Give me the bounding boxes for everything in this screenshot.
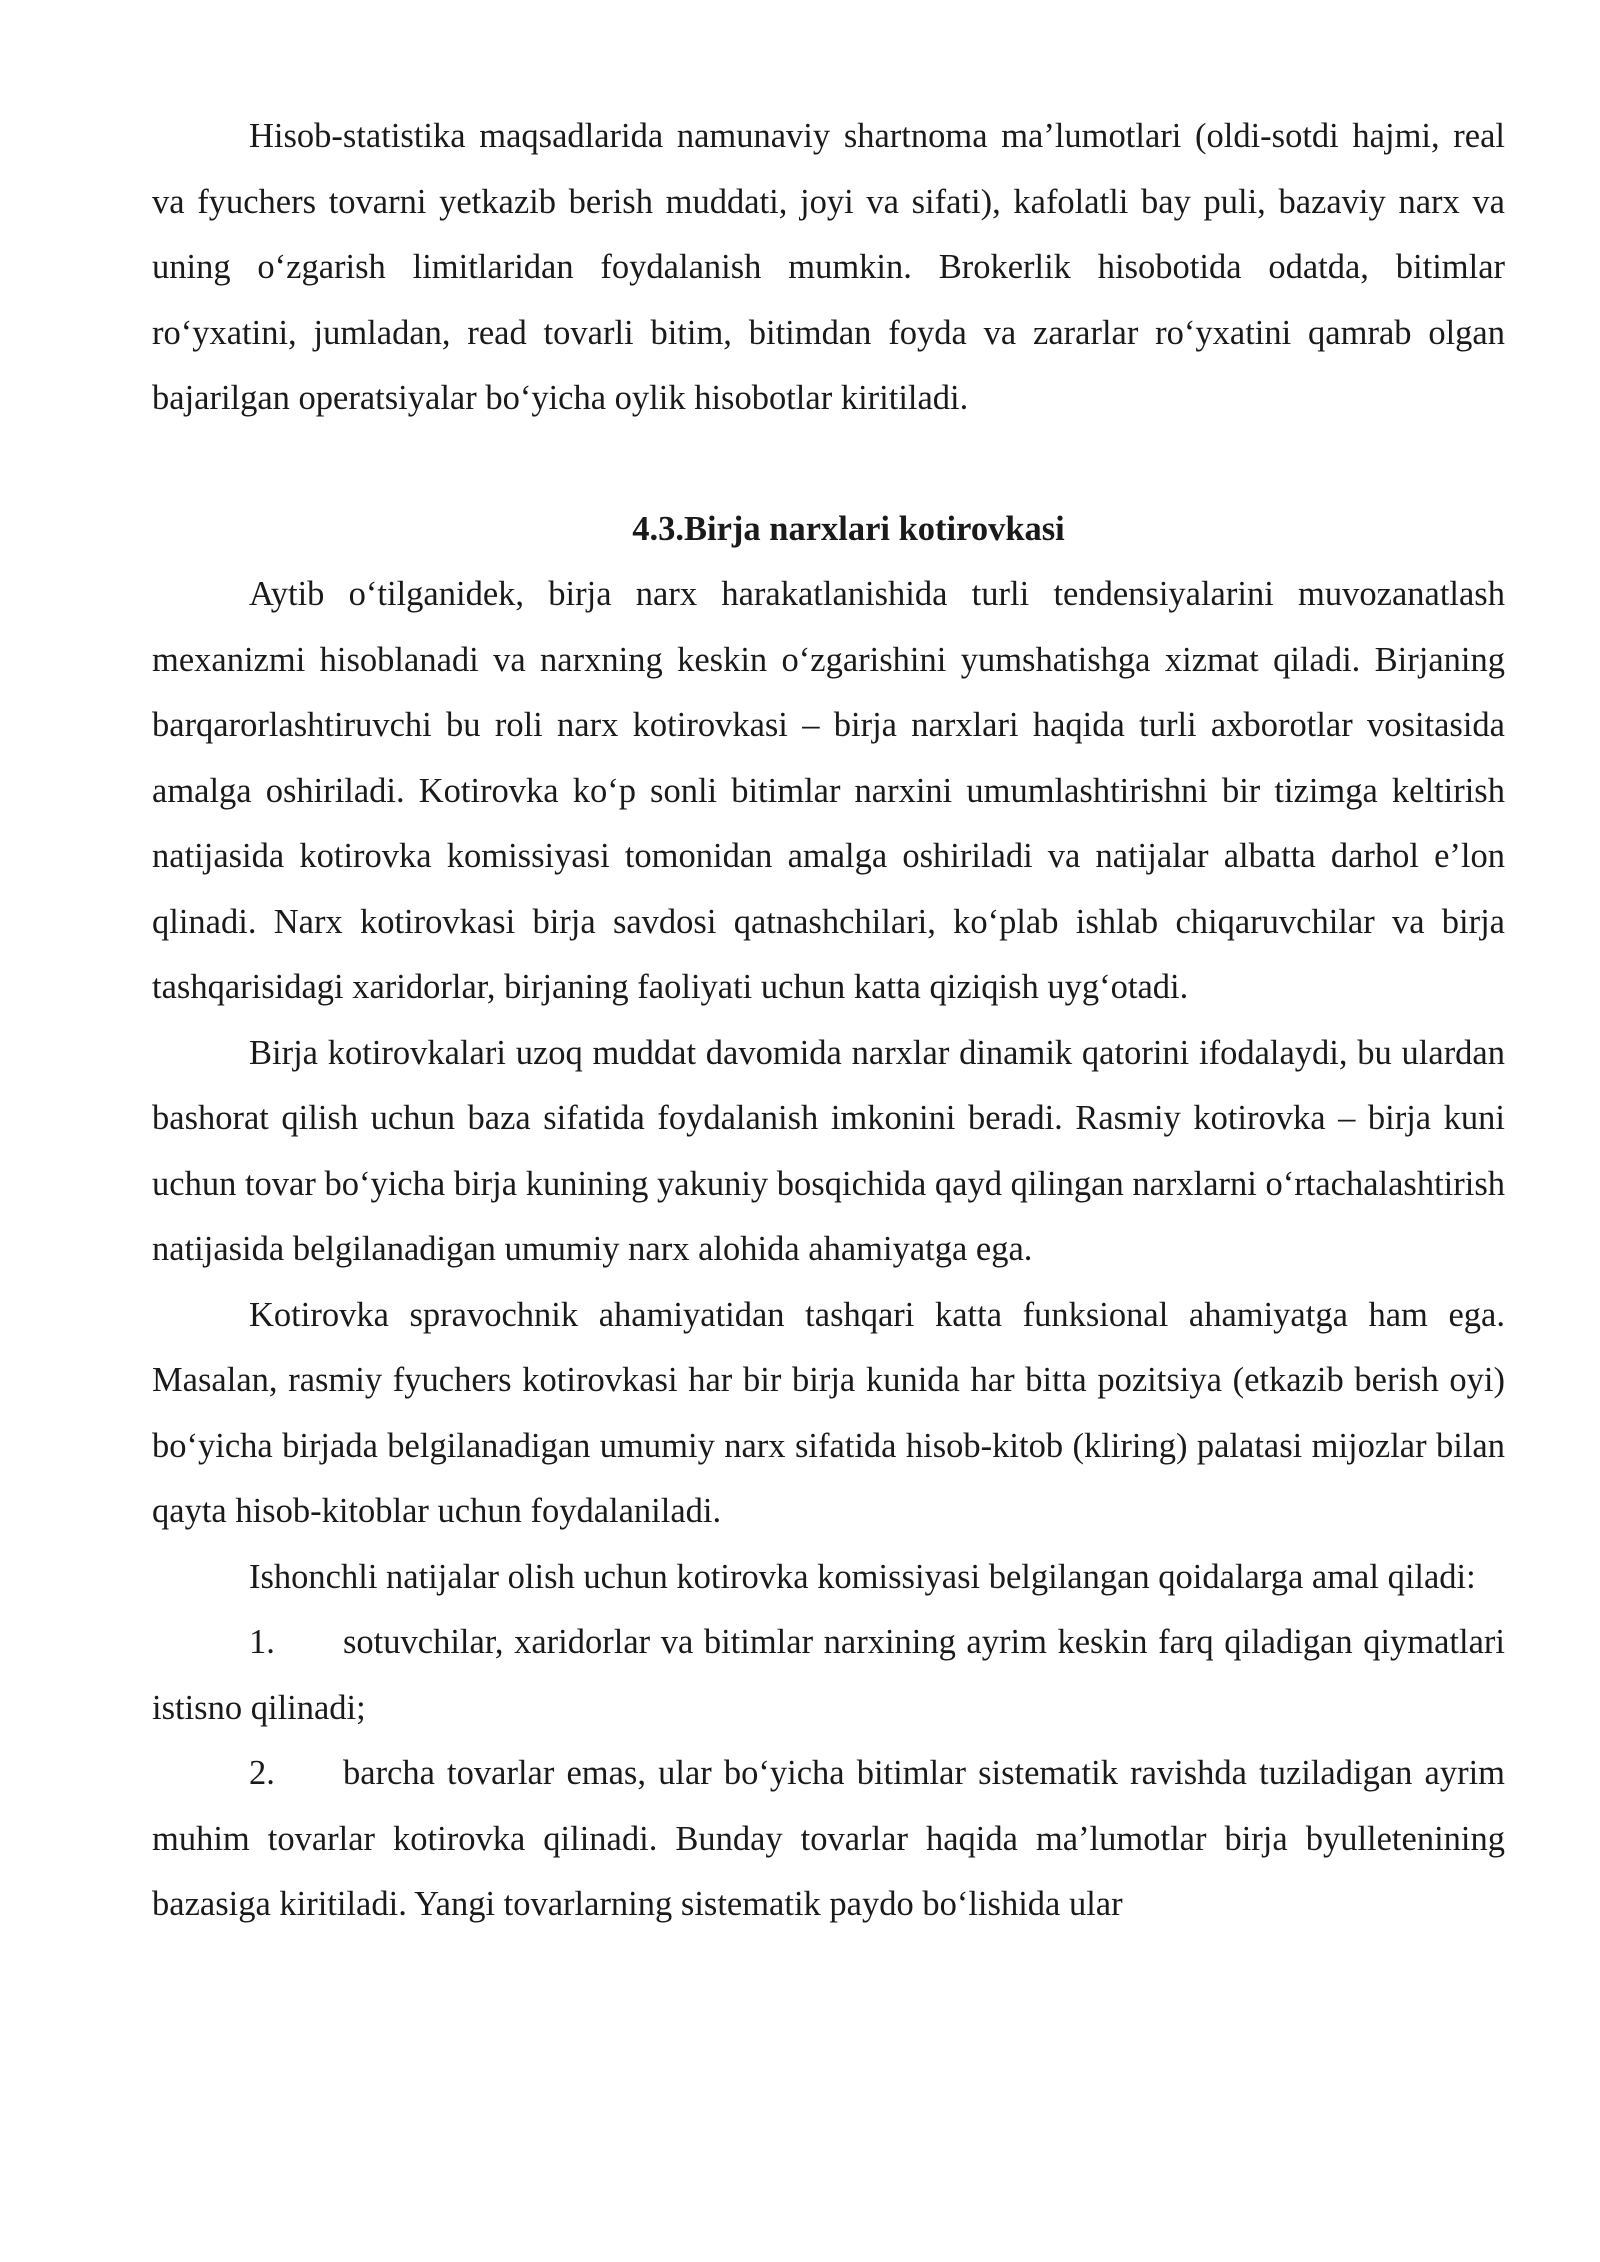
section-heading: 4.3.Birja narxlari kotirovkasi <box>632 509 1065 548</box>
list-number-1: 1. <box>249 1623 275 1661</box>
list-number-2: 2. <box>249 1754 275 1792</box>
list-text-1: sotuvchilar, xaridorlar va bitimlar narxining ayrim keskin farq qiladigan qiymatlari istisno qilinadi; <box>152 1623 1505 1727</box>
paragraph-5: Ishonchli natijalar olish uchun kotirovka komissiyasi belgilangan qoidalarga amal qiladi: <box>249 1557 1476 1596</box>
paragraph-3: Birja kotirovkalari uzoq muddat davomida narxlar dinamik qatorini ifodalaydi, bu ulardan bashorat qilish uchun baza sifatida foydalanish imkonini beradi. Rasmiy kotirovka – birja kuni uchun tovar bo‘yicha birja kunining yakuniy bosqichida qayd qilingan narxlarni o‘rtachalashtirish natijasida belgilanadigan umumiy narx alohida ahamiyatga ega. <box>152 1033 1505 1268</box>
paragraph-1: Hisob-statistika maqsadlarida namunaviy shartnoma ma’lumotlari (oldi-sotdi hajmi, real va fyuchers tovarni yetkazib berish muddati, joyi va sifati), kafolatli bay puli, bazaviy narx va uning o‘zgarish limitlaridan foydalanish mumkin. Brokerlik hisobotida odatda, bitimlar ro‘yxatini, jumladan, read tovarli bitim, bitimdan foyda va zararlar ro‘yxatini qamrab olgan bajarilgan operatsiyalar bo‘yicha oylik hisobotlar kiritiladi. <box>152 117 1505 417</box>
list-item-2 <box>152 1741 1505 1938</box>
list-item-1 <box>152 1610 1505 1741</box>
document-page <box>152 104 1505 1938</box>
paragraph-4: Kotirovka spravochnik ahamiyatidan tashqari katta funksional ahamiyatga ham ega. Masalan, rasmiy fyuchers kotirovkasi har bir birja kunida har bitta pozitsiya (etkazib berish oyi) bo‘yicha birjada belgilanadigan umumiy narx sifatida hisob-kitob (kliring) palatasi mijozlar bilan qayta hisob-kitoblar uchun foydalaniladi. <box>152 1295 1505 1530</box>
paragraph-2: Aytib o‘tilganidek, birja narx harakatlanishida turli tendensiyalarini muvozanatlash mexanizmi hisoblanadi va narxning keskin o‘zgarishini yumshatishga xizmat qiladi. Birjaning barqarorlashtiruvchi bu roli narx kotirovkasi – birja narxlari haqida turli axborotlar vositasida amalga oshiriladi. Kotirovka ko‘p sonli bitimlar narxini umumlashtirishni bir tizimga keltirish natijasida kotirovka komissiyasi tomonidan amalga oshiriladi va natijalar albatta darhol e’lon qlinadi. Narx kotirovkasi birja savdosi qatnashchilari, ko‘plab ishlab chiqaruvchilar va birja tashqarisidagi xaridorlar, birjaning faoliyati uchun katta qiziqish uyg‘otadi. <box>152 575 1505 1006</box>
list-text-2: barcha tovarlar emas, ular bo‘yicha bitimlar sistematik ravishda tuziladigan ayrim muhim tovarlar kotirovka qilinadi. Bunday tovarlar haqida ma’lumotlar birja byulletenining bazasiga kiritiladi. Yangi tovarlarning sistematik paydo bo‘lishida ular <box>152 1754 1505 1923</box>
